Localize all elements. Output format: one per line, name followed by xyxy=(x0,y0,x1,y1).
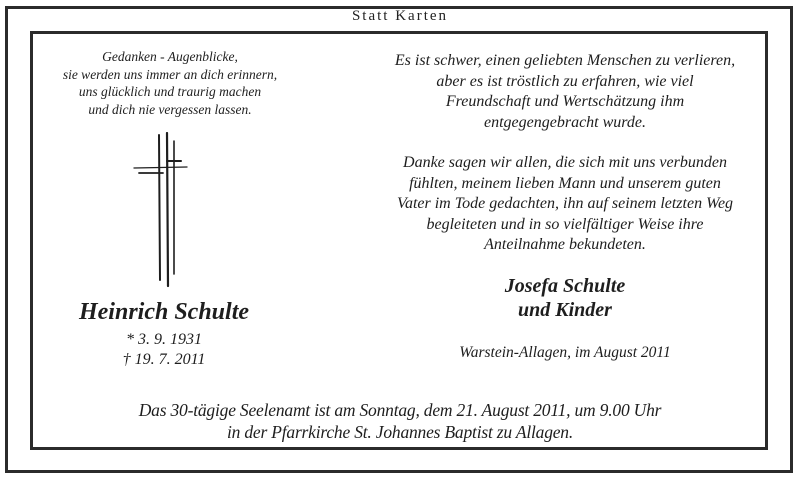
message-line: Es ist schwer, einen geliebten Menschen zu verlieren, xyxy=(394,52,736,69)
footer-line: Das 30-tägige Seelenamt ist am Sonntag, dem 21. August 2011, um 9.00 Uhr xyxy=(138,400,662,420)
place-date: Warstein-Allagen, im August 2011 xyxy=(459,344,671,361)
message-line: Freundschaft und Wertschätzung ihm xyxy=(445,93,685,110)
memorial-service-note xyxy=(40,400,760,443)
deceased-name: Heinrich Schulte xyxy=(78,299,250,325)
message-line: Anteilnahme bekundeten. xyxy=(484,236,646,253)
poem-line: sie werden uns immer an dich erinnern, xyxy=(62,66,278,82)
poem-line: und dich nie vergessen lassen. xyxy=(88,101,252,117)
message-paragraph-1 xyxy=(360,51,770,133)
footer-line: in der Pfarrkirche St. Johannes Baptist zu Allagen. xyxy=(226,421,574,442)
message-line: Danke sagen wir allen, die sich mit uns verbunden xyxy=(403,154,727,171)
message-line: begleiteten und in so vielfältiger Weise ihre xyxy=(426,215,704,233)
message-line: aber es ist tröstlich zu erfahren, wie viel xyxy=(436,72,694,90)
signer-family: und Kinder xyxy=(518,299,612,321)
message-line: fühlten, meinem lieben Mann und unserem guten xyxy=(409,174,721,192)
signers xyxy=(420,274,710,322)
message-line: entgegengebracht wurde. xyxy=(483,113,647,131)
signer-name: Josefa Schulte xyxy=(504,275,626,297)
cross-icon xyxy=(133,132,193,288)
poem-line: Gedanken - Augenblicke, xyxy=(102,49,238,64)
poem xyxy=(40,48,300,118)
header-label: Statt Karten xyxy=(351,8,449,24)
death-date: † 19. 7. 2011 xyxy=(122,351,206,368)
message-line: Vater im Tode gedachten, ihn auf seinem letzten Weg xyxy=(396,195,734,212)
life-dates xyxy=(84,330,244,370)
birth-date: * 3. 9. 1931 xyxy=(126,331,202,348)
message-paragraph-2 xyxy=(360,153,770,256)
poem-line: uns glücklich und traurig machen xyxy=(78,84,262,99)
